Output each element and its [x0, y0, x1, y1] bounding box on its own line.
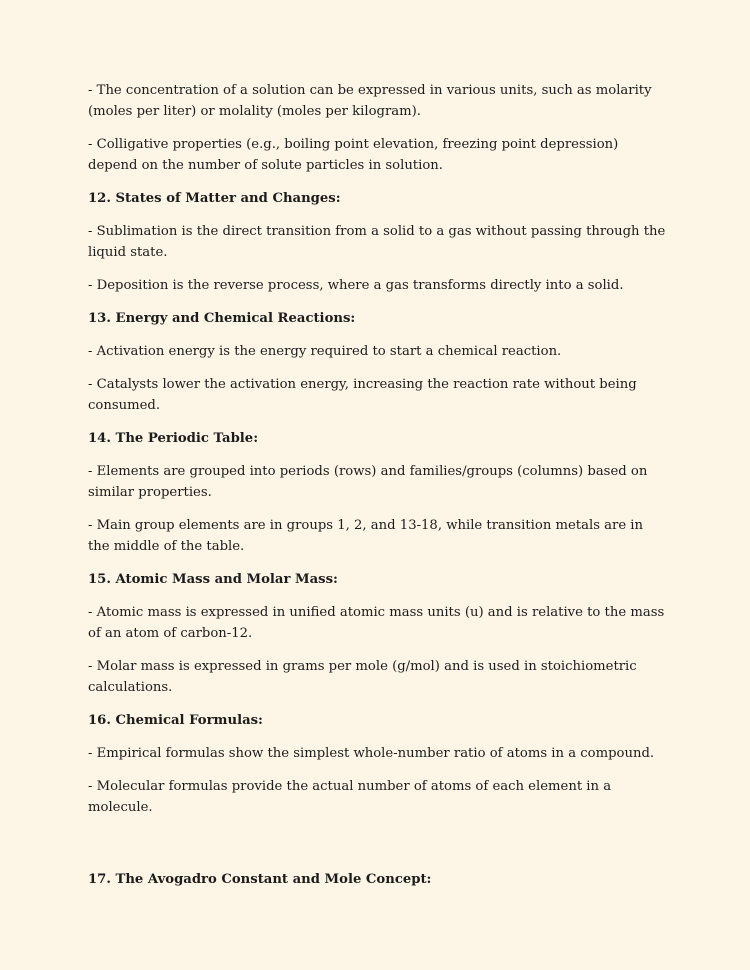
section-heading-15: 15. Atomic Mass and Molar Mass: [88, 572, 338, 587]
section-heading-14: 14. The Periodic Table: [88, 431, 259, 446]
paragraph-colligative: - Colligative properties (e.g., boiling point elevation, freezing point depression) depend on the number of solute particles in solution. [88, 137, 619, 173]
paragraph-concentration: - The concentration of a solution can be expressed in various units, such as molarity (moles per liter) or molality (moles per kilogram). [88, 83, 652, 119]
paragraph-periods-groups: - Elements are grouped into periods (rows) and families/groups (columns) based on similar properties. [88, 464, 648, 500]
paragraph-deposition: - Deposition is the reverse process, where a gas transforms directly into a solid. [88, 278, 624, 293]
paragraph-activation-energy: - Activation energy is the energy required to start a chemical reaction. [88, 344, 562, 359]
paragraph-catalysts: - Catalysts lower the activation energy, increasing the reaction rate without being consumed. [88, 377, 637, 413]
paragraph-molecular-formulas: - Molecular formulas provide the actual number of atoms of each element in a molecule. [88, 779, 612, 815]
paragraph-empirical-formulas: - Empirical formulas show the simplest whole-number ratio of atoms in a compound. [88, 746, 655, 761]
paragraph-atomic-mass: - Atomic mass is expressed in unified atomic mass units (u) and is relative to the mass of an atom of carbon-12. [88, 605, 665, 641]
paragraph-sublimation: - Sublimation is the direct transition from a solid to a gas without passing through the liquid state. [88, 224, 666, 260]
paragraph-main-group: - Main group elements are in groups 1, 2, and 13-18, while transition metals are in the middle of the table. [88, 518, 644, 554]
section-heading-13: 13. Energy and Chemical Reactions: [88, 311, 356, 326]
paragraph-molar-mass: - Molar mass is expressed in grams per mole (g/mol) and is used in stoichiometric calculations. [88, 659, 637, 695]
section-heading-12: 12. States of Matter and Changes: [88, 191, 341, 206]
document-body [88, 80, 668, 830]
section-heading-17: 17. The Avogadro Constant and Mole Concept: [88, 872, 432, 887]
section-heading-16: 16. Chemical Formulas: [88, 713, 263, 728]
